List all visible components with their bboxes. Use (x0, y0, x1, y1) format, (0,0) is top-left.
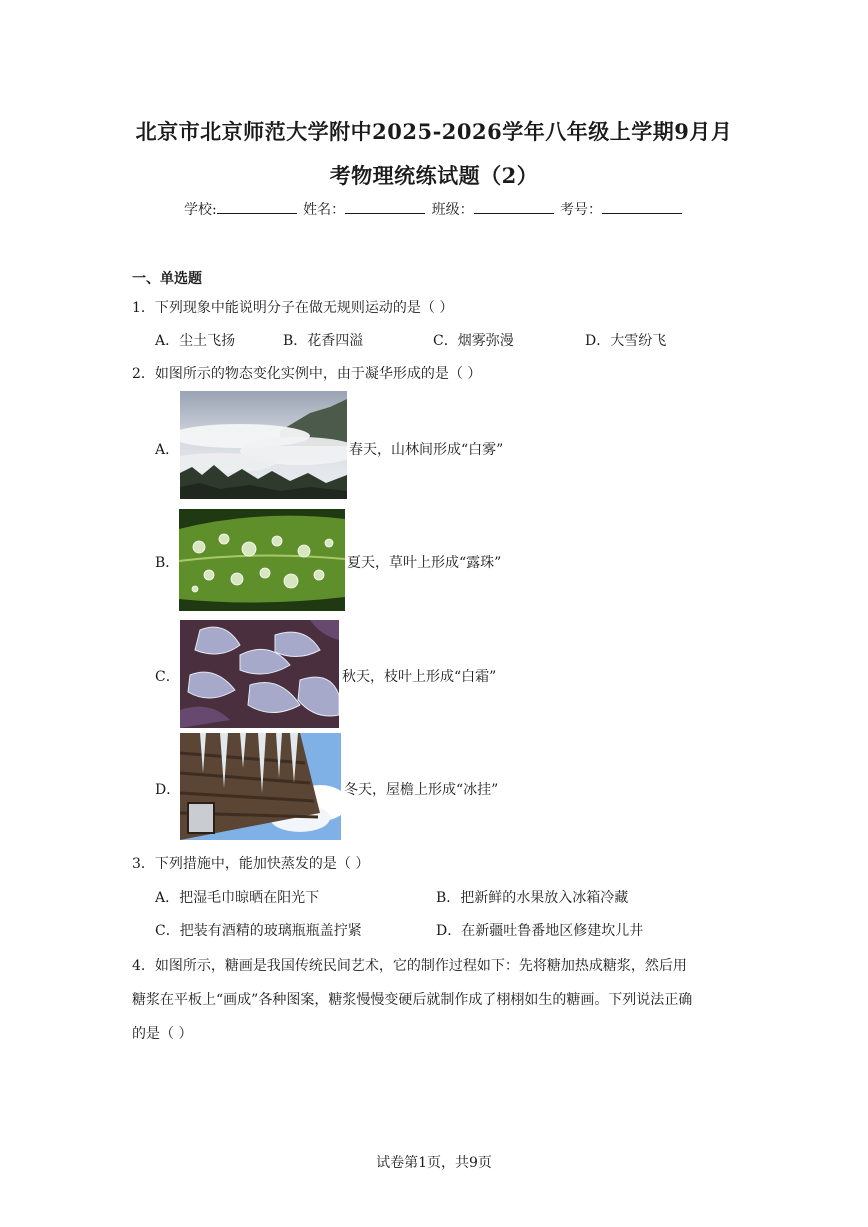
icicles-on-eaves-picture (180, 733, 341, 840)
q3-option-d[interactable]: D．在新疆吐鲁番地区修建坎儿井 (436, 923, 644, 939)
student-info-line (0, 199, 868, 219)
misty-forest-mountain-picture (180, 391, 347, 499)
q3-option-b[interactable]: B．把新鲜的水果放入冰箱冷藏 (436, 890, 629, 906)
question-4-line2: 糖浆在平板上“画成”各种图案，糖浆慢慢变硬后就制作成了栩栩如生的糖画。下列说法正确 (132, 992, 693, 1008)
question-2-stem: 2．如图所示的物态变化实例中，由于凝华形成的是（ ） (132, 366, 482, 382)
page-title-line2: 考物理统练试题（2） (329, 163, 539, 188)
question-4-line3: 的是（ ） (132, 1026, 193, 1042)
number-label: 考号： (560, 202, 603, 218)
q1-option-d[interactable]: D．大雪纷飞 (585, 333, 667, 349)
number-blank[interactable] (602, 199, 682, 214)
question-3-stem: 3．下列措施中，能加快蒸发的是（ ） (132, 856, 370, 872)
q2-option-a-letter[interactable]: A． (155, 442, 180, 458)
class-label: 班级： (431, 202, 474, 218)
q2-option-d-text: 冬天，屋檐上形成“冰挂” (344, 782, 499, 798)
name-blank[interactable] (345, 199, 425, 214)
q3-option-c[interactable]: C．把装有酒精的玻璃瓶瓶盖拧紧 (155, 923, 362, 939)
q1-option-c[interactable]: C．烟雾弥漫 (433, 333, 514, 349)
class-blank[interactable] (474, 199, 554, 214)
q1-option-b[interactable]: B．花香四溢 (283, 333, 364, 349)
school-label: 学校: (183, 202, 217, 218)
frosted-leaves-picture (180, 620, 339, 728)
section-heading: 一、单选题 (132, 271, 202, 287)
dew-on-green-leaf-picture (179, 509, 345, 611)
q2-option-c-text: 秋天，枝叶上形成“白霜” (342, 669, 497, 685)
question-4-line1: 4．如图所示，糖画是我国传统民间艺术，它的制作过程如下：先将糖加热成糖浆，然后用 (132, 958, 687, 974)
school-blank[interactable] (217, 199, 297, 214)
page-footer: 试卷第1页，共9页 (376, 1155, 492, 1171)
page-title-line1: 北京市北京师范大学附中2025-2026学年八年级上学期9月月 (135, 119, 733, 144)
name-label: 姓名： (303, 202, 346, 218)
q2-option-b-letter[interactable]: B． (155, 555, 180, 571)
q3-option-a[interactable]: A．把湿毛巾晾晒在阳光下 (155, 890, 320, 906)
q2-option-d-letter[interactable]: D． (155, 782, 181, 798)
q2-option-a-text: 春天，山林间形成“白雾” (349, 442, 504, 458)
q2-option-b-text: 夏天，草叶上形成“露珠” (347, 555, 502, 571)
q2-option-c-letter[interactable]: C． (155, 669, 180, 685)
q1-option-a[interactable]: A．尘土飞扬 (155, 333, 236, 349)
question-1-stem: 1．下列现象中能说明分子在做无规则运动的是（ ） (132, 300, 454, 316)
